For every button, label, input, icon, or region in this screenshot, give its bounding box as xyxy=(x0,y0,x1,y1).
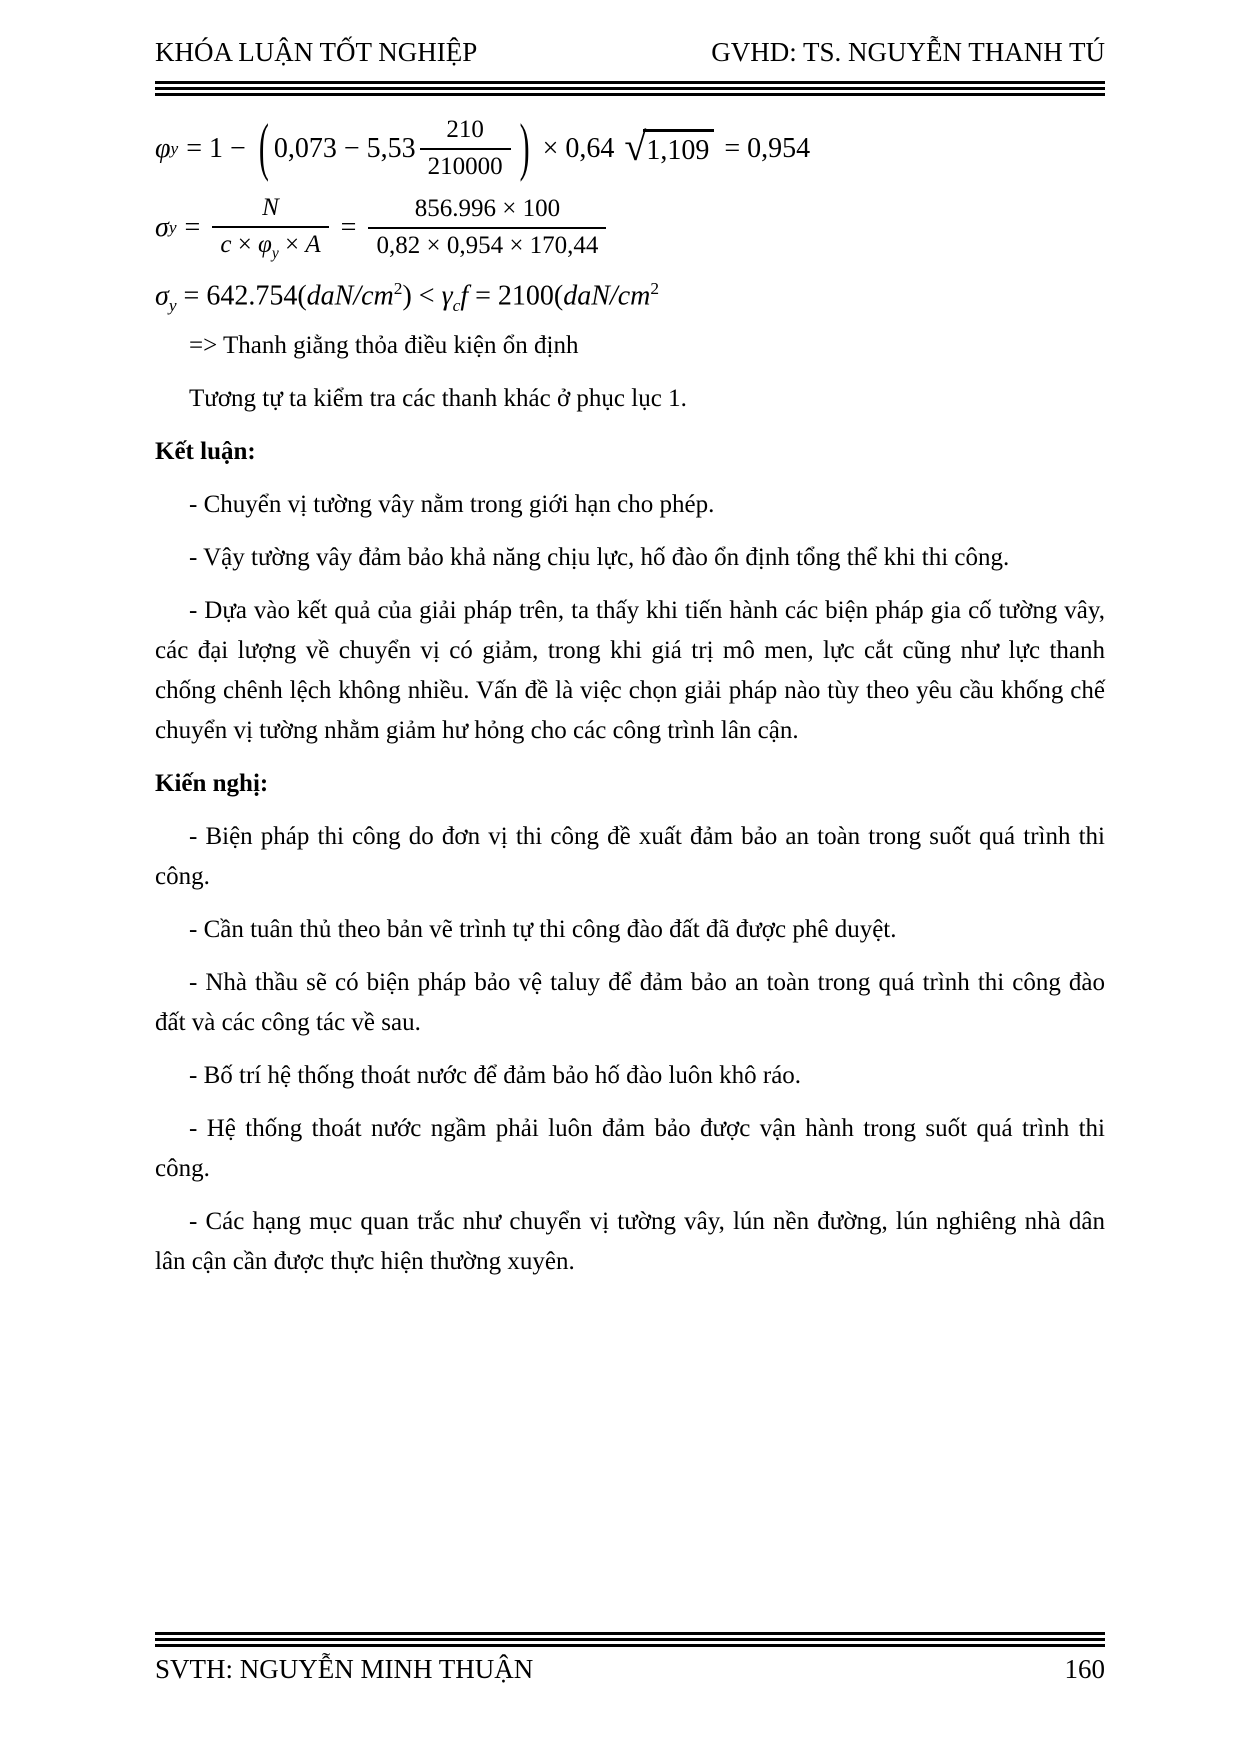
formula-block xyxy=(155,112,1105,318)
recommendation-item: - Nhà thầu sẽ có biện pháp bảo vệ taluy để đảm bảo an toàn trong quá trình thi công đào đất và các công tác về sau. xyxy=(155,968,1105,1036)
formula1-eq: = 1 − xyxy=(186,133,246,165)
recommendation-item: - Bố trí hệ thống thoát nước để đảm bảo hố đào luôn khô ráo. xyxy=(189,1061,802,1089)
formula3-sup2: 2 xyxy=(650,279,660,299)
formula3-unit1: daN/cm xyxy=(306,280,394,312)
formula-phi-y xyxy=(155,112,1105,184)
formula2-eq2: = xyxy=(340,212,357,244)
formula1-result: = 0,954 xyxy=(724,133,811,165)
page-header xyxy=(155,36,1105,68)
formula3-var: σ xyxy=(155,280,169,312)
formula-sigma-check xyxy=(155,278,1105,317)
formula2-f1-den xyxy=(212,226,328,263)
formula3-sup1: 2 xyxy=(393,279,403,299)
formula2-den-c: c xyxy=(220,230,232,258)
formula3-mid1: = 642.754( xyxy=(176,280,307,312)
arrow-conclusion-line: => Thanh giằng thỏa điều kiện ổn định xyxy=(189,331,579,359)
header-divider xyxy=(155,81,1105,96)
formula3-mid3: = 2100( xyxy=(468,280,564,312)
formula3-mid2: ) < xyxy=(402,280,442,312)
formula2-den-A: A xyxy=(305,230,321,258)
conclusion-item: - Dựa vào kết quả của giải pháp trên, ta thấy khi tiến hành các biện pháp gia cố tường vây, các đại lượng về chuyển vị có giảm, trong khi giá trị mô men, lực cắt cũng như lực thanh chống chênh lệch không nhiều. Vấn đề là việc chọn giải pháp nào tùy theo yêu cầu khống chế chuyển vị tường nhằm giảm hư hỏng cho các công trình lân cận. xyxy=(155,596,1105,744)
formula1-frac-num: 210 xyxy=(446,116,484,144)
footer-divider xyxy=(155,1632,1105,1647)
radical-sign-icon: √ xyxy=(624,124,647,170)
header-left-title: KHÓA LUẬN TỐT NGHIỆP xyxy=(155,37,478,67)
conclusion-item: - Vậy tường vây đảm bảo khả năng chịu lực, hố đào ổn định tổng thể khi thi công. xyxy=(189,543,1010,571)
formula1-frac-den: 210000 xyxy=(420,148,511,182)
formula2-eq1: = xyxy=(184,212,201,244)
conclusion-heading: Kết luận: xyxy=(155,437,256,465)
recommendation-heading: Kiến nghị: xyxy=(155,769,269,797)
body-content xyxy=(155,326,1105,1282)
formula1-radicand: 1,109 xyxy=(643,129,714,167)
formula2-den-x2: × xyxy=(278,230,306,258)
formula1-sqrt xyxy=(624,124,714,170)
page-footer xyxy=(155,1632,1105,1685)
formula1-open-paren: ( xyxy=(258,112,269,184)
conclusion-item: - Chuyển vị tường vây nằm trong giới hạn cho phép. xyxy=(189,490,715,518)
formula2-var-sub: y xyxy=(168,218,177,238)
footer-page-number: 160 xyxy=(1064,1654,1105,1684)
formula1-inner: 0,073 − 5,53 xyxy=(273,133,416,165)
formula1-close-paren: ) xyxy=(519,112,530,184)
formula2-f2-num: 856.996 × 100 xyxy=(414,195,561,223)
formula2-var: σ xyxy=(155,212,169,244)
formula2-f2-den: 0,82 × 0,954 × 170,44 xyxy=(368,227,606,261)
formula3-unit2: daN/cm xyxy=(563,280,651,312)
header-right-advisor: GVHD: TS. NGUYỄN THANH TÚ xyxy=(711,37,1105,67)
recommendation-item: - Biện pháp thi công do đơn vị thi công đề xuất đảm bảo an toàn trong suốt quá trình thi công. xyxy=(155,822,1105,890)
recommendation-item: - Cần tuân thủ theo bản vẽ trình tự thi công đào đất đã được phê duyệt. xyxy=(189,915,897,943)
formula3-gamma-sub: c xyxy=(452,296,461,316)
formula1-fraction xyxy=(420,116,511,182)
formula1-var-sub: y xyxy=(170,139,179,159)
footer-author: SVTH: NGUYỄN MINH THUẬN xyxy=(155,1654,534,1684)
formula1-var: φ xyxy=(155,133,171,165)
recommendation-item: - Các hạng mục quan trắc như chuyển vị tường vây, lún nền đường, lún nghiêng nhà dân lân cận cần được thực hiện thường xuyên. xyxy=(155,1207,1105,1275)
formula3-var-sub: y xyxy=(168,296,177,316)
formula2-den-x1: × xyxy=(231,230,259,258)
formula2-fraction2 xyxy=(368,195,606,261)
formula3-f: f xyxy=(460,280,469,312)
formula2-den-phi-sub: y xyxy=(271,244,279,262)
similar-check-line: Tương tự ta kiểm tra các thanh khác ở phục lục 1. xyxy=(189,384,687,412)
formula3-gamma: γ xyxy=(441,280,453,312)
recommendation-item: - Hệ thống thoát nước ngầm phải luôn đảm bảo được vận hành trong suốt quá trình thi công. xyxy=(155,1114,1105,1182)
formula1-times: × 0,64 xyxy=(542,133,615,165)
formula2-f1-num: N xyxy=(262,193,279,221)
formula2-fraction1 xyxy=(212,194,328,263)
formula2-den-phi: φ xyxy=(258,230,272,258)
formula-sigma-y xyxy=(155,194,1105,263)
